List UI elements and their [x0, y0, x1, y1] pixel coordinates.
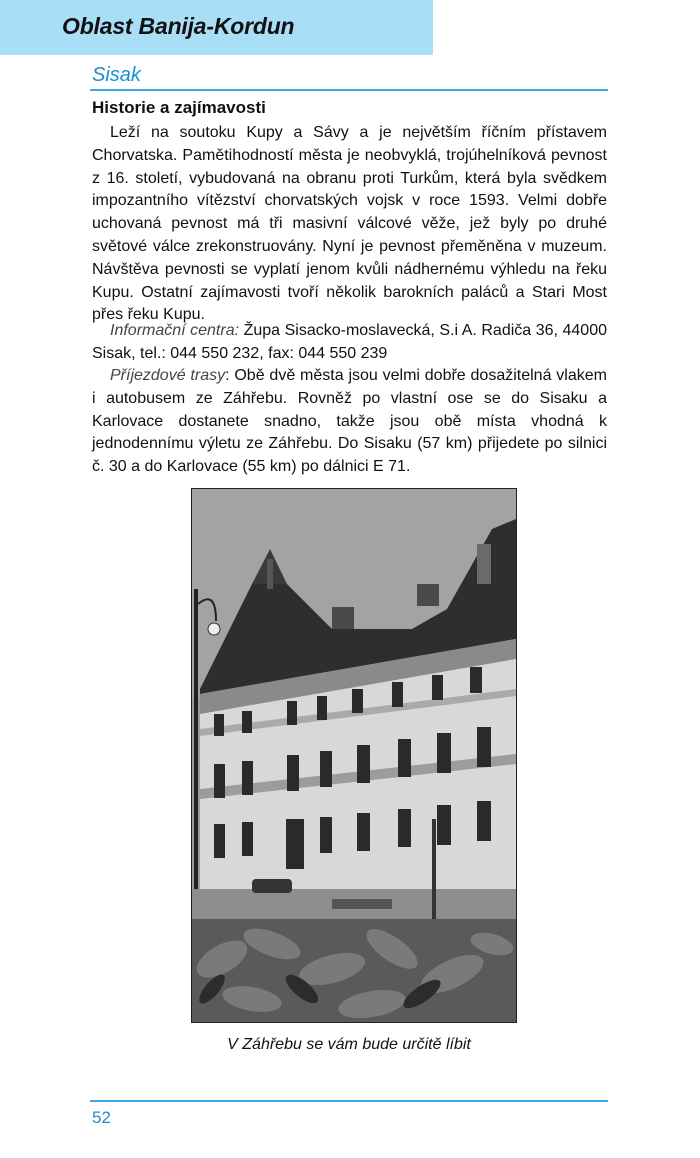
chapter-header-band: [0, 0, 433, 55]
subheading: Historie a zajímavosti: [92, 98, 266, 117]
travel-label: Příjezdové trasy: [110, 367, 226, 384]
section-rule: [90, 89, 608, 91]
info-label: Informační centra:: [110, 322, 240, 339]
info-paragraph: [92, 320, 607, 366]
page-number: 52: [92, 1108, 111, 1127]
section-title: Sisak: [92, 64, 141, 86]
chapter-title: Oblast Banija-Kordun: [62, 13, 295, 39]
travel-paragraph: [92, 365, 607, 479]
footer-rule: [90, 1100, 608, 1102]
info-text: Župa Sisacko-moslavecká, S.i A. Radiča 36, 44000 Sisak, tel.: 044 550 232, fax: 044 550 239: [92, 322, 607, 362]
photo-caption: V Záhřebu se vám bude určitě líbit: [227, 1036, 471, 1053]
building-photo: [191, 488, 517, 1023]
travel-text: : Obě dvě města jsou velmi dobře dosažitelná vlakem i autobusem ze Záhřebu. Rovněž po vlastní ose se do Sisaku a Karlovace dostanete snadno, takže jsou obě místa vhodná k jednodennímu výletu ze Záhřebu. Do Sisaku (57 km) přijedete po silnici č. 30 a do Karlovace (55 km) po dálnici E 71.: [92, 367, 607, 476]
history-text: Leží na soutoku Kupy a Sávy a je největším říčním přístavem Chorvatska. Pamětihodností města je neobvyklá, trojúhelníková pevnost z 16. století, vybudovaná na obranu proti Turkům, která byla svědkem impozantního vítězství chorvatských vojsk v roce 1593. Velmi dobře uchovaná pevnost má tři masivní válcové věže, jež byly po druhé světové válce zrekonstruovány. Nyní je pevnost přeměněna v muzeum. Návštěva pevnosti se vyplatí jenom kvůli nádhernému výhledu na řeku Kupu. Ostatní zajímavosti tvoří několik barokních paláců a Stari Most přes řeku Kupu.: [92, 124, 607, 324]
history-paragraph: [92, 122, 607, 327]
